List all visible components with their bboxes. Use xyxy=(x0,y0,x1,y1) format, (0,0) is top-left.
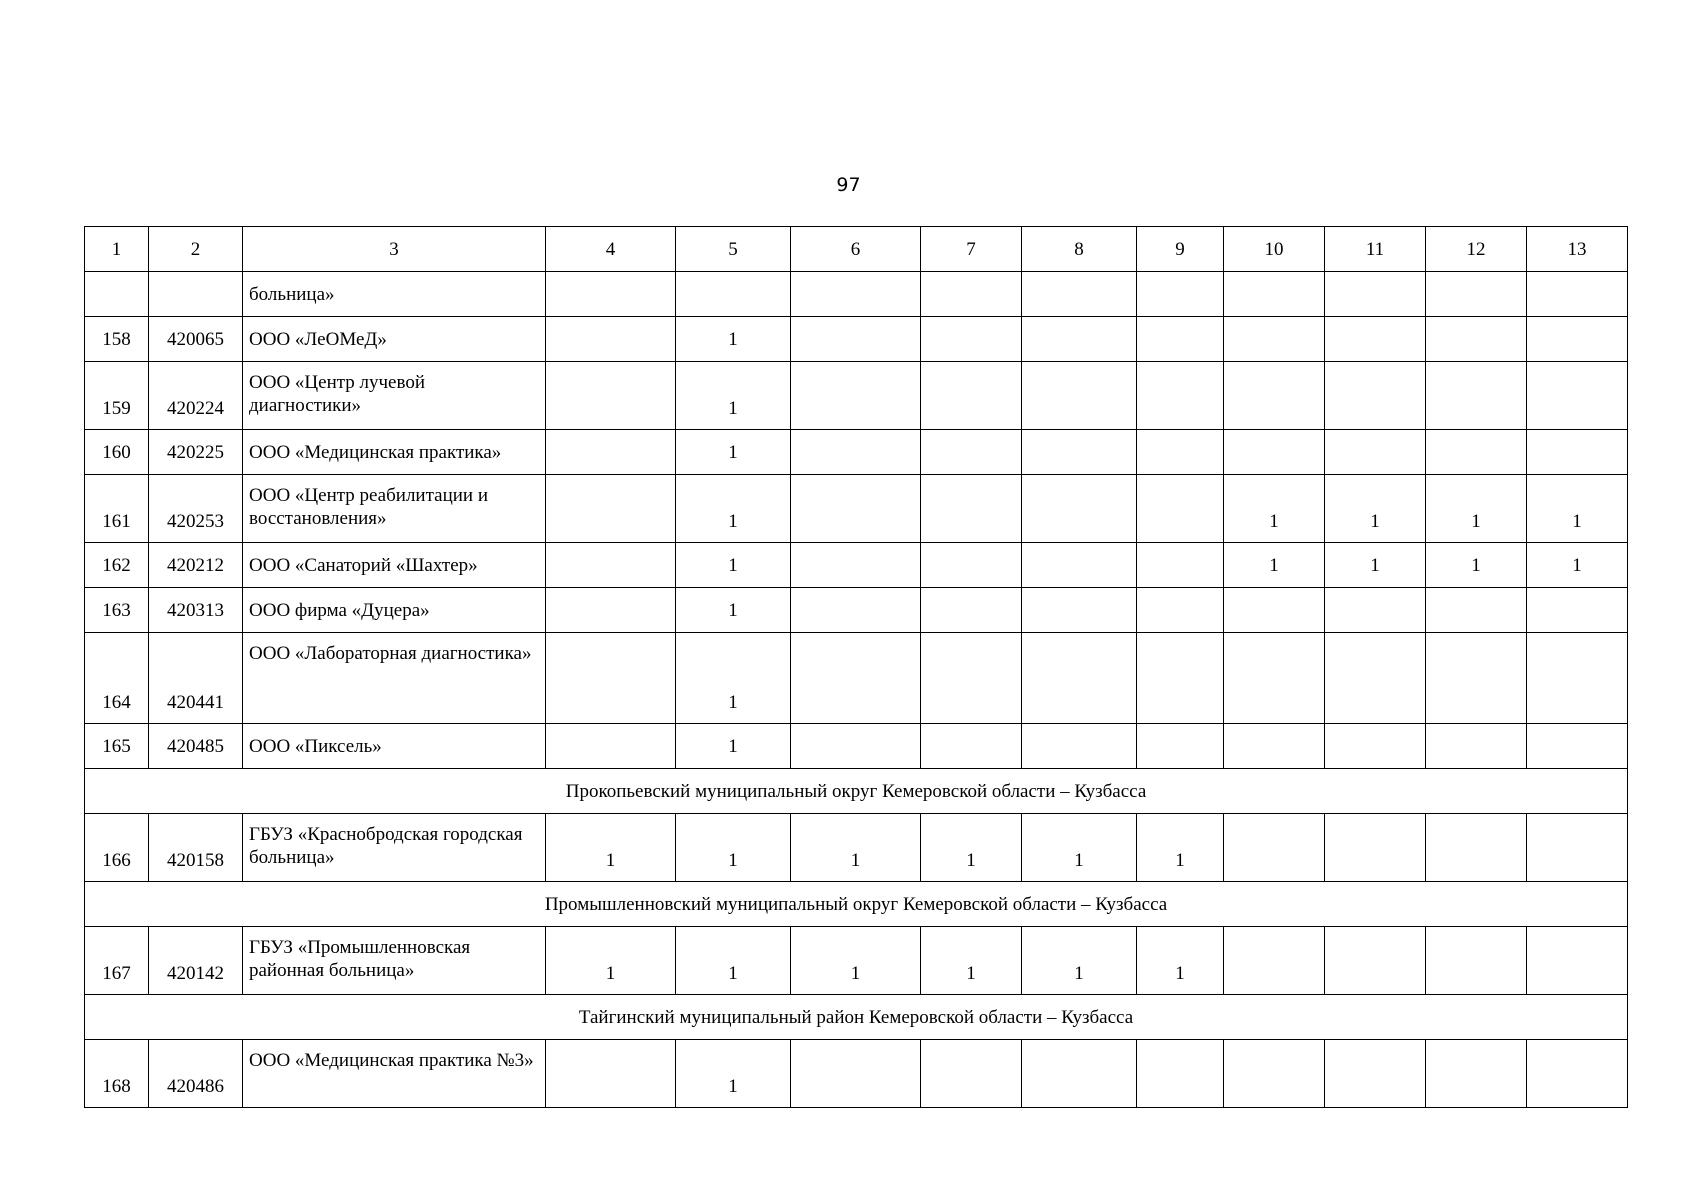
value-cell: 1 xyxy=(1137,814,1224,882)
value-cell xyxy=(921,317,1022,362)
value-cell: 1 xyxy=(1137,927,1224,995)
value-cell xyxy=(546,633,676,724)
value-cell xyxy=(546,317,676,362)
organization-name-cell: ООО «Санаторий «Шахтер» xyxy=(243,543,546,588)
table-row xyxy=(85,362,1628,430)
code-cell: 420212 xyxy=(149,543,243,588)
row-number-cell: 165 xyxy=(85,724,149,769)
value-cell xyxy=(1224,317,1325,362)
value-cell xyxy=(1224,927,1325,995)
code-cell xyxy=(149,272,243,317)
value-cell xyxy=(1527,633,1628,724)
value-cell xyxy=(1527,362,1628,430)
value-cell xyxy=(1325,1040,1426,1108)
table-row xyxy=(85,927,1628,995)
value-cell xyxy=(1022,633,1137,724)
row-number-cell: 168 xyxy=(85,1040,149,1108)
value-cell xyxy=(1527,317,1628,362)
code-cell: 420065 xyxy=(149,317,243,362)
value-cell xyxy=(921,362,1022,430)
value-cell xyxy=(1325,724,1426,769)
row-number-cell: 160 xyxy=(85,430,149,475)
organization-name-cell: ООО «Центр реабилитации и восстановления» xyxy=(243,475,546,543)
table-row xyxy=(85,814,1628,882)
value-cell: 1 xyxy=(546,927,676,995)
organization-name-cell: больница» xyxy=(243,272,546,317)
value-cell xyxy=(546,543,676,588)
value-cell xyxy=(921,543,1022,588)
value-cell: 1 xyxy=(676,927,791,995)
value-cell xyxy=(1137,1040,1224,1108)
organization-name-cell: ООО «Центр лучевой диагностики» xyxy=(243,362,546,430)
value-cell xyxy=(1224,724,1325,769)
value-cell xyxy=(1325,430,1426,475)
value-cell xyxy=(1137,362,1224,430)
value-cell: 1 xyxy=(676,543,791,588)
value-cell xyxy=(791,475,921,543)
organization-name-cell: ООО «Медицинская практика №3» xyxy=(243,1040,546,1108)
column-header: 11 xyxy=(1325,227,1426,272)
column-header: 1 xyxy=(85,227,149,272)
row-number-cell: 167 xyxy=(85,927,149,995)
value-cell xyxy=(1022,543,1137,588)
value-cell xyxy=(1022,475,1137,543)
column-header: 4 xyxy=(546,227,676,272)
value-cell xyxy=(1137,724,1224,769)
value-cell xyxy=(1426,362,1527,430)
region-header-row xyxy=(85,769,1628,814)
column-header: 7 xyxy=(921,227,1022,272)
value-cell xyxy=(921,588,1022,633)
table-row xyxy=(85,588,1628,633)
code-cell: 420486 xyxy=(149,1040,243,1108)
value-cell xyxy=(1137,475,1224,543)
code-cell: 420142 xyxy=(149,927,243,995)
value-cell: 1 xyxy=(676,430,791,475)
value-cell xyxy=(791,430,921,475)
value-cell: 1 xyxy=(676,633,791,724)
value-cell: 1 xyxy=(1426,543,1527,588)
value-cell xyxy=(921,1040,1022,1108)
value-cell xyxy=(921,475,1022,543)
organization-name-cell: ООО «Лабораторная диагностика» xyxy=(243,633,546,724)
value-cell xyxy=(546,475,676,543)
value-cell xyxy=(1022,724,1137,769)
region-title: Прокопьевский муниципальный округ Кемеровской области – Кузбасса xyxy=(85,769,1628,814)
value-cell xyxy=(1224,1040,1325,1108)
column-header: 2 xyxy=(149,227,243,272)
value-cell xyxy=(546,588,676,633)
code-cell: 420225 xyxy=(149,430,243,475)
organization-name-cell: ООО «Пиксель» xyxy=(243,724,546,769)
table-row xyxy=(85,543,1628,588)
table-row xyxy=(85,724,1628,769)
value-cell: 1 xyxy=(1224,543,1325,588)
organization-name-cell: ООО «ЛеОМеД» xyxy=(243,317,546,362)
value-cell: 1 xyxy=(1325,543,1426,588)
value-cell xyxy=(791,1040,921,1108)
value-cell: 1 xyxy=(1426,475,1527,543)
table-row xyxy=(85,272,1628,317)
value-cell: 1 xyxy=(921,927,1022,995)
value-cell xyxy=(791,543,921,588)
value-cell xyxy=(1137,430,1224,475)
row-number-cell xyxy=(85,272,149,317)
value-cell xyxy=(921,724,1022,769)
value-cell: 1 xyxy=(1224,475,1325,543)
value-cell xyxy=(921,430,1022,475)
value-cell xyxy=(1426,814,1527,882)
value-cell xyxy=(791,317,921,362)
value-cell xyxy=(546,724,676,769)
value-cell xyxy=(791,362,921,430)
row-number-cell: 158 xyxy=(85,317,149,362)
value-cell xyxy=(1325,633,1426,724)
value-cell xyxy=(1137,588,1224,633)
code-cell: 420224 xyxy=(149,362,243,430)
code-cell: 420441 xyxy=(149,633,243,724)
value-cell xyxy=(1527,588,1628,633)
header-row xyxy=(85,227,1628,272)
value-cell xyxy=(1426,724,1527,769)
value-cell xyxy=(1426,633,1527,724)
column-header: 6 xyxy=(791,227,921,272)
value-cell xyxy=(1325,927,1426,995)
column-header: 12 xyxy=(1426,227,1527,272)
page-number: 97 xyxy=(836,174,861,196)
value-cell: 1 xyxy=(1527,475,1628,543)
row-number-cell: 164 xyxy=(85,633,149,724)
value-cell: 1 xyxy=(676,362,791,430)
value-cell xyxy=(1426,430,1527,475)
value-cell xyxy=(1224,362,1325,430)
value-cell xyxy=(1426,272,1527,317)
value-cell xyxy=(1224,430,1325,475)
row-number-cell: 161 xyxy=(85,475,149,543)
value-cell: 1 xyxy=(791,814,921,882)
value-cell xyxy=(1022,362,1137,430)
value-cell xyxy=(1325,588,1426,633)
value-cell xyxy=(1224,272,1325,317)
code-cell: 420313 xyxy=(149,588,243,633)
value-cell xyxy=(1022,588,1137,633)
value-cell: 1 xyxy=(676,1040,791,1108)
value-cell xyxy=(676,272,791,317)
row-number-cell: 159 xyxy=(85,362,149,430)
value-cell xyxy=(921,633,1022,724)
value-cell: 1 xyxy=(676,588,791,633)
value-cell: 1 xyxy=(676,475,791,543)
column-header: 9 xyxy=(1137,227,1224,272)
value-cell: 1 xyxy=(921,814,1022,882)
value-cell xyxy=(1224,588,1325,633)
value-cell xyxy=(1325,317,1426,362)
value-cell xyxy=(1426,1040,1527,1108)
region-title: Промышленновский муниципальный округ Кемеровской области – Кузбасса xyxy=(85,882,1628,927)
value-cell xyxy=(546,362,676,430)
value-cell xyxy=(1527,430,1628,475)
column-header: 3 xyxy=(243,227,546,272)
value-cell xyxy=(546,430,676,475)
value-cell xyxy=(1022,317,1137,362)
value-cell: 1 xyxy=(676,724,791,769)
value-cell xyxy=(1325,814,1426,882)
value-cell xyxy=(1137,272,1224,317)
value-cell: 1 xyxy=(791,927,921,995)
data-table xyxy=(84,226,1628,1108)
value-cell xyxy=(546,1040,676,1108)
region-title: Тайгинский муниципальный район Кемеровской области – Кузбасса xyxy=(85,995,1628,1040)
value-cell xyxy=(791,272,921,317)
organization-name-cell: ООО «Медицинская практика» xyxy=(243,430,546,475)
value-cell xyxy=(546,272,676,317)
value-cell xyxy=(791,588,921,633)
value-cell xyxy=(1224,633,1325,724)
column-header: 10 xyxy=(1224,227,1325,272)
organization-name-cell: ГБУЗ «Краснобродская городская больница» xyxy=(243,814,546,882)
value-cell xyxy=(791,633,921,724)
value-cell xyxy=(1325,362,1426,430)
value-cell xyxy=(1426,588,1527,633)
value-cell xyxy=(1022,272,1137,317)
table-row xyxy=(85,1040,1628,1108)
value-cell: 1 xyxy=(676,814,791,882)
table-row xyxy=(85,430,1628,475)
code-cell: 420485 xyxy=(149,724,243,769)
value-cell xyxy=(1325,272,1426,317)
organization-name-cell: ГБУЗ «Промышленновская районная больница» xyxy=(243,927,546,995)
value-cell: 1 xyxy=(1022,927,1137,995)
value-cell: 1 xyxy=(1527,543,1628,588)
column-header: 13 xyxy=(1527,227,1628,272)
table-row xyxy=(85,475,1628,543)
column-header: 8 xyxy=(1022,227,1137,272)
value-cell xyxy=(1527,927,1628,995)
value-cell xyxy=(1022,1040,1137,1108)
region-header-row xyxy=(85,882,1628,927)
row-number-cell: 162 xyxy=(85,543,149,588)
value-cell xyxy=(1022,430,1137,475)
region-header-row xyxy=(85,995,1628,1040)
value-cell xyxy=(1426,927,1527,995)
organization-name-cell: ООО фирма «Дуцера» xyxy=(243,588,546,633)
value-cell xyxy=(1426,317,1527,362)
column-header: 5 xyxy=(676,227,791,272)
value-cell: 1 xyxy=(1325,475,1426,543)
table-row xyxy=(85,633,1628,724)
value-cell xyxy=(1527,272,1628,317)
value-cell xyxy=(1137,317,1224,362)
row-number-cell: 163 xyxy=(85,588,149,633)
value-cell xyxy=(1137,633,1224,724)
code-cell: 420158 xyxy=(149,814,243,882)
value-cell: 1 xyxy=(546,814,676,882)
table-row xyxy=(85,317,1628,362)
code-cell: 420253 xyxy=(149,475,243,543)
value-cell xyxy=(791,724,921,769)
value-cell xyxy=(1224,814,1325,882)
value-cell xyxy=(1527,724,1628,769)
value-cell: 1 xyxy=(676,317,791,362)
value-cell xyxy=(1527,814,1628,882)
value-cell: 1 xyxy=(1022,814,1137,882)
value-cell xyxy=(921,272,1022,317)
value-cell xyxy=(1137,543,1224,588)
value-cell xyxy=(1527,1040,1628,1108)
table-body xyxy=(85,227,1628,1108)
row-number-cell: 166 xyxy=(85,814,149,882)
